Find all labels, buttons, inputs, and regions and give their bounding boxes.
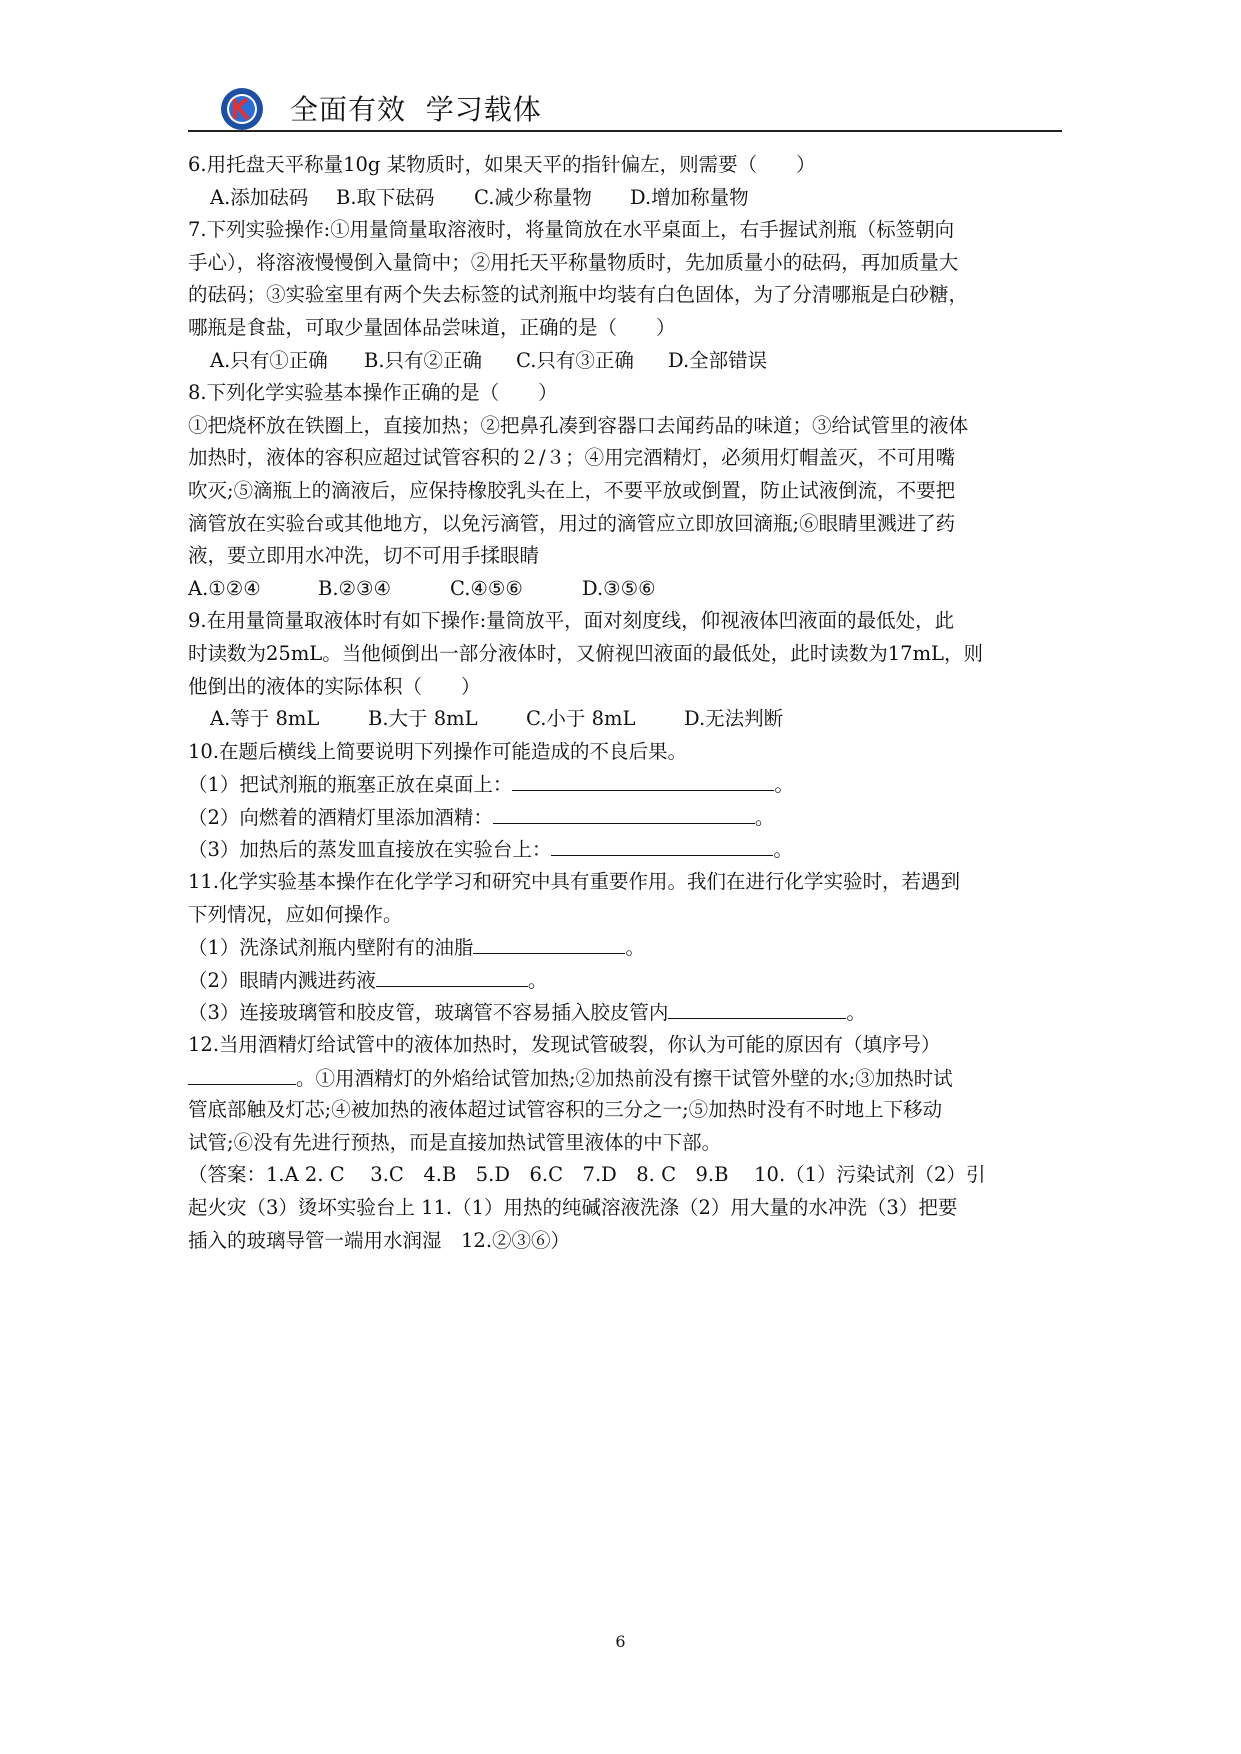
q8-line: 加热时，液体的容积应超过试管容积的２/３；④用完酒精灯，必须用灯帽盖灭，不可用嘴 bbox=[188, 446, 956, 470]
q12-line-text: 。①用酒精灯的外焰给试管加热;②加热前没有擦干试管外壁的水;③加热时试 bbox=[296, 1066, 953, 1090]
q8-line: 滴管放在实验台或其他地方，以免污滴管，用过的滴管应立即放回滴瓶;⑥眼睛里溅进了药 bbox=[188, 511, 956, 535]
q11-item bbox=[188, 996, 1062, 1029]
q10-stem: 10.在题后横线上简要说明下列操作可能造成的不良后果。 bbox=[188, 739, 688, 763]
period: 。 bbox=[527, 968, 548, 992]
q7-option-a: A.只有①正确 bbox=[210, 348, 328, 372]
q10-item-text: （2）向燃着的酒精灯里添加酒精： bbox=[188, 805, 493, 829]
q9-option-c: C.小于 8mL bbox=[526, 707, 636, 731]
q9-line: 他倒出的液体的实际体积（ ） bbox=[188, 674, 481, 698]
question-content bbox=[188, 149, 1062, 1257]
q6-option-c: C.减少称量物 bbox=[474, 185, 592, 209]
answer-blank[interactable] bbox=[551, 833, 773, 856]
answer-key-line: （答案：1.A 2. C 3.C 4.B 5.D 6.C 7.D 8. C 9.B 10.（1）污染试剂（2）引 bbox=[188, 1163, 986, 1187]
answer-blank[interactable] bbox=[473, 931, 625, 954]
header-title: 全面有效 学习载体 bbox=[290, 93, 542, 126]
q11-item-text: （1）洗涤试剂瓶内壁附有的油脂 bbox=[188, 936, 474, 960]
q8-option-d: D.③⑤⑥ bbox=[582, 576, 656, 600]
q9-option-d: D.无法判断 bbox=[684, 707, 784, 731]
q8-line: ①把烧杯放在铁圈上，直接加热；②把鼻孔凑到容器口去闻药品的味道；③给试管里的液体 bbox=[188, 413, 969, 437]
q7-option-b: B.只有②正确 bbox=[364, 348, 483, 372]
q9-option-b: B.大于 8mL bbox=[368, 707, 478, 731]
q9-line: 时读数为25mL。当他倾倒出一部分液体时，又俯视凹液面的最低处，此时读数为17mL，则 bbox=[188, 641, 984, 665]
answer-key-line: 起火灾（3）烫坏实验台上 11.（1）用热的纯碱溶液洗涤（2）用大量的水冲洗（3）把要 bbox=[188, 1196, 958, 1219]
q11-item-text: （3）连接玻璃管和胶皮管，玻璃管不容易插入胶皮管内 bbox=[188, 1001, 669, 1025]
q12-line: 试管;⑥没有先进行预热，而是直接加热试管里液体的中下部。 bbox=[188, 1130, 722, 1154]
q7-option-d: D.全部错误 bbox=[668, 348, 768, 372]
q10-item bbox=[188, 768, 1062, 801]
period: 。 bbox=[846, 1001, 866, 1025]
q8-line: 吹灭;⑤滴瓶上的滴液后，应保持橡胶乳头在上，不要平放或倒置，防止试液倒流，不要把 bbox=[188, 478, 956, 502]
q12-line: 12.当用酒精灯给试管中的液体加热时，发现试管破裂，你认为可能的原因有（填序号） bbox=[188, 1033, 941, 1057]
q6-options bbox=[188, 182, 1062, 215]
q8-option-c: C.④⑤⑥ bbox=[450, 576, 523, 600]
q9-line: 9.在用量筒量取液体时有如下操作:量筒放平，面对刻度线，仰视液体凹液面的最低处，此 bbox=[188, 609, 955, 633]
period: 。 bbox=[625, 936, 645, 960]
q7-options bbox=[188, 345, 1062, 378]
q12-line bbox=[188, 1062, 1062, 1095]
answer-blank[interactable] bbox=[512, 768, 774, 791]
q7-line: 的砝码；③实验室里有两个失去标签的试剂瓶中均装有白色固体，为了分清哪瓶是白砂糖， bbox=[188, 283, 969, 307]
period: 。 bbox=[754, 805, 775, 829]
answer-key-line: 插入的玻璃导管一端用水润湿 12.②③⑥） bbox=[188, 1228, 571, 1252]
q7-line: 7.下列实验操作:①用量筒量取溶液时，将量筒放在水平桌面上，右手握试剂瓶（标签朝向 bbox=[188, 218, 955, 242]
page-number: 6 bbox=[615, 1632, 626, 1651]
q11-line: 11.化学实验基本操作在化学学习和研究中具有重要作用。我们在进行化学实验时，若遇到 bbox=[188, 870, 961, 894]
period: 。 bbox=[773, 838, 793, 862]
q12-line: 管底部触及灯芯;④被加热的液体超过试管容积的三分之一;⑤加热时没有不时地上下移动 bbox=[188, 1098, 943, 1122]
page-header bbox=[220, 84, 1060, 130]
q11-item bbox=[188, 964, 1062, 997]
q7-line: 手心），将溶液慢慢倒入量筒中；②用托天平称量物质时，先加质量小的砝码，再加质量大 bbox=[188, 250, 959, 274]
school-badge-icon bbox=[220, 87, 264, 131]
answer-blank[interactable] bbox=[493, 801, 755, 824]
q8-line: 8.下列化学实验基本操作正确的是（ ） bbox=[188, 381, 558, 405]
q6-option-a: A.添加砝码 bbox=[210, 185, 309, 209]
q10-item-text: （1）把试剂瓶的瓶塞正放在桌面上： bbox=[188, 773, 513, 797]
q10-item bbox=[188, 801, 1062, 834]
q6-stem: 6.用托盘天平称量10g 某物质时，如果天平的指针偏左，则需要（ ） bbox=[188, 153, 816, 176]
q11-item bbox=[188, 931, 1062, 964]
q6-option-d: D.增加称量物 bbox=[630, 185, 749, 209]
q11-item-text: （2）眼睛内溅进药液 bbox=[188, 968, 376, 992]
period: 。 bbox=[774, 773, 794, 797]
answer-blank[interactable] bbox=[376, 964, 528, 987]
q7-line: 哪瓶是食盐，可取少量固体品尝味道，正确的是（ ） bbox=[188, 315, 676, 339]
q8-line: 液，要立即用水冲洗，切不可用手揉眼睛 bbox=[188, 544, 540, 568]
q7-option-c: C.只有③正确 bbox=[516, 348, 634, 372]
answer-blank[interactable] bbox=[188, 1062, 296, 1085]
header-divider bbox=[188, 130, 1062, 132]
q6-option-b: B.取下砝码 bbox=[336, 185, 435, 209]
q11-line: 下列情况，应如何操作。 bbox=[188, 902, 403, 926]
answer-blank[interactable] bbox=[668, 996, 846, 1019]
q9-option-a: A.等于 8mL bbox=[210, 707, 320, 731]
q10-item-text: （3）加热后的蒸发皿直接放在实验台上： bbox=[188, 838, 552, 862]
q8-options bbox=[188, 573, 1062, 606]
q10-item bbox=[188, 833, 1062, 866]
q8-option-b: B.②③④ bbox=[318, 576, 391, 600]
q9-options bbox=[188, 703, 1062, 736]
q8-option-a: A.①②④ bbox=[188, 576, 261, 600]
